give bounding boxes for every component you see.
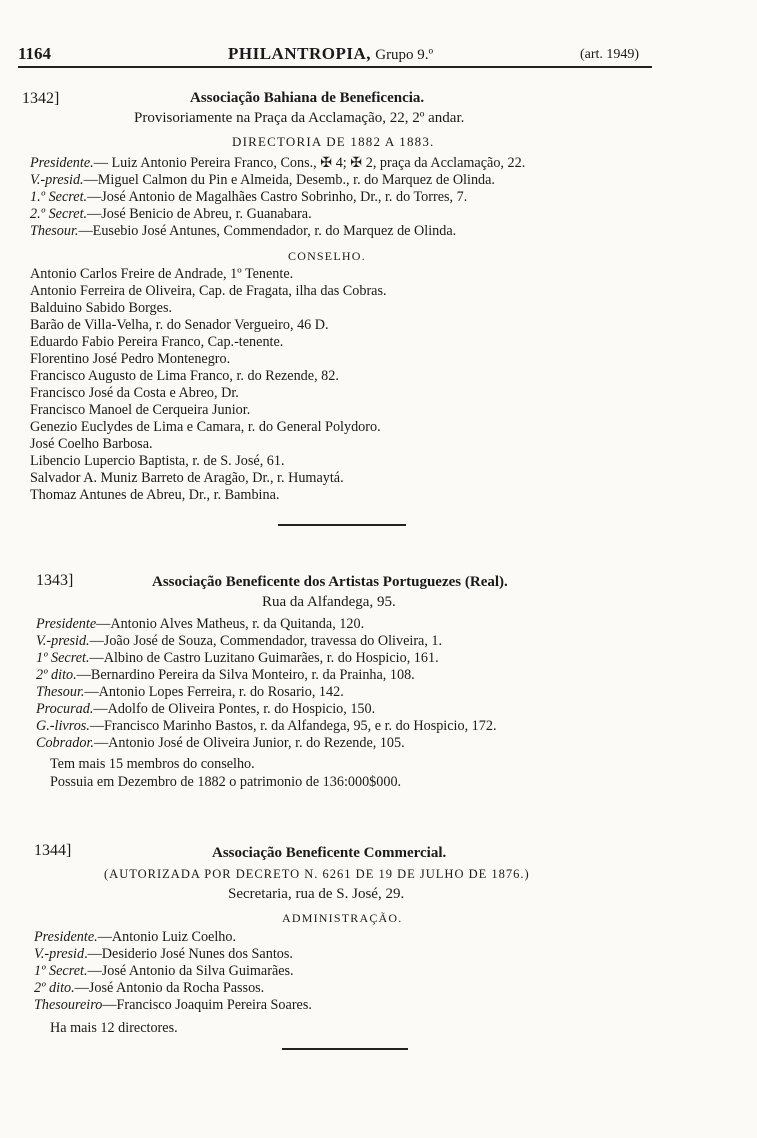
officer-role: V.-presid. [36,633,90,649]
officer-role: Presidente. [30,155,94,171]
officer-line [34,929,236,946]
officer-text: .—Desiderio José Nunes dos Santos. [84,946,293,962]
council-member: Libencio Lupercio Baptista, r. de S. José, 61. [30,453,285,469]
entry-note: Tem mais 15 membros do conselho. [50,756,255,772]
running-group: Grupo 9.º [375,47,434,63]
officer-line [36,667,415,684]
council-member: Francisco Augusto de Lima Franco, r. do Rezende, 82. [30,368,339,384]
officer-role: 2º dito. [34,980,75,996]
council-member: Florentino José Pedro Montenegro. [30,351,231,367]
entry-address: Provisoriamente na Praça da Acclamação, 22, 2º andar. [134,110,465,126]
officer-text: —José Antonio de Magalhães Castro Sobrinho, Dr., r. do Torres, 7. [87,189,468,205]
officer-role: Thesour. [30,223,79,239]
council-member: Antonio Carlos Freire de Andrade, 1º Tenente. [30,266,294,282]
officer-line [34,980,264,997]
entry-title: Associação Beneficente Commercial. [212,845,447,861]
officer-line [30,172,495,189]
officer-role: 2.º Secret. [30,206,88,222]
officer-text: —Francisco Joaquim Pereira Soares. [102,997,312,1013]
entry-number: 1344] [34,842,72,859]
officer-text: —José Antonio da Rocha Passos. [74,980,265,996]
officer-text: —Antonio José de Oliveira Junior, r. do Rezende, 105. [93,735,405,751]
officer-text: —Miguel Calmon du Pin e Almeida, Desemb., r. do Marquez de Olinda. [83,172,495,188]
council-member: José Coelho Barbosa. [30,436,153,452]
officer-text: —João José de Souza, Commendador, travessa do Oliveira, 1. [89,633,443,649]
officer-line [36,735,405,752]
entry-number: 1343] [36,572,74,589]
council-member: Eduardo Fabio Pereira Franco, Cap.-tenente. [30,334,284,350]
council-member: Balduino Sabido Borges. [30,300,173,316]
officer-line [30,223,456,240]
officer-role: Procurad. [36,701,94,717]
officer-role: 1º Secret. [34,963,88,979]
officer-line [30,189,467,206]
officer-role: 1º Secret. [36,650,90,666]
running-title [228,44,433,64]
council-member: Francisco Manoel de Cerqueira Junior. [30,402,251,418]
entry-note: Possuia em Dezembro de 1882 o patrimonio de 136:000$000. [50,774,402,790]
officer-role: 2º dito. [36,667,77,683]
entry-authorization: (AUTORIZADA POR DECRETO N. 6261 DE 19 DE JULHO DE 1876.) [104,867,530,881]
council-member: Thomaz Antunes de Abreu, Dr., r. Bambina. [30,487,280,503]
officer-role: Presidente. [34,929,98,945]
article-ref: (art. 1949) [580,47,640,62]
officer-role: V.-presid. [30,172,84,188]
council-member: Genezio Euclydes de Lima e Camara, r. do General Polydoro. [30,419,381,435]
officer-text: —Albino de Castro Luzitano Guimarães, r. do Hospicio, 161. [89,650,439,666]
section-divider [282,1048,408,1050]
council-member: Barão de Villa-Velha, r. do Senador Vergueiro, 46 D. [30,317,329,333]
officer-line [36,616,364,633]
officer-line [30,155,525,172]
officer-text: —Francisco Marinho Bastos, r. da Alfandega, 95, e r. do Hospicio, 172. [89,718,497,734]
officer-role: Cobrador. [36,735,94,751]
officer-line [36,633,442,650]
entry-title: Associação Bahiana de Beneficencia. [190,90,425,106]
officer-line [36,701,375,718]
officer-text: —José Benicio de Abreu, r. Guanabara. [87,206,312,222]
header-rule [18,66,652,68]
officer-text: —Antonio Lopes Ferreira, r. do Rosario, 142. [84,684,344,700]
section-title: ADMINISTRAÇÃO. [282,911,403,925]
officer-text: —Adolfo de Oliveira Pontes, r. do Hospicio, 150. [93,701,376,717]
officer-line [30,206,312,223]
entry-title: Associação Beneficente dos Artistas Portuguezes (Real). [152,574,508,590]
officer-text: —Antonio Luiz Coelho. [97,929,237,945]
section-divider [278,524,406,526]
page-number: 1164 [18,44,52,63]
officer-text: —Antonio Alves Matheus, r. da Quitanda, 120. [96,616,365,632]
officer-role: Presidente [36,616,97,632]
entry-address: Secretaria, rua de S. José, 29. [228,886,405,902]
officer-line [34,997,312,1014]
officer-role: Thesoureiro [34,997,103,1013]
officer-line [36,650,439,667]
officer-role: G.-livros. [36,718,90,734]
council-title: CONSELHO. [288,249,366,263]
entry-address: Rua da Alfandega, 95. [262,594,396,610]
officer-role: 1.º Secret. [30,189,88,205]
officer-role: Thesour. [36,684,85,700]
officer-line [34,963,294,980]
entry-number: 1342] [22,90,60,107]
council-member: Francisco José da Costa e Abreo, Dr. [30,385,239,401]
officer-role: V.-presid [34,946,85,962]
entry-note: Ha mais 12 directores. [50,1020,178,1036]
officer-line [36,684,344,701]
section-title: DIRECTORIA DE 1882 A 1883. [232,134,435,149]
council-member: Antonio Ferreira de Oliveira, Cap. de Fragata, ilha das Cobras. [30,283,387,299]
council-member: Salvador A. Muniz Barreto de Aragão, Dr., r. Humaytá. [30,470,344,486]
officer-text: —Eusebio José Antunes, Commendador, r. do Marquez de Olinda. [78,223,457,239]
officer-line [36,718,497,735]
running-title-text: PHILANTROPIA, [228,44,371,63]
officer-text: —Bernardino Pereira da Silva Monteiro, r. da Prainha, 108. [76,667,415,683]
officer-text: — Luiz Antonio Pereira Franco, Cons., ✠ 4; ✠ 2, praça da Acclamação, 22. [93,155,526,171]
officer-line [34,946,293,963]
officer-text: —José Antonio da Silva Guimarães. [87,963,294,979]
